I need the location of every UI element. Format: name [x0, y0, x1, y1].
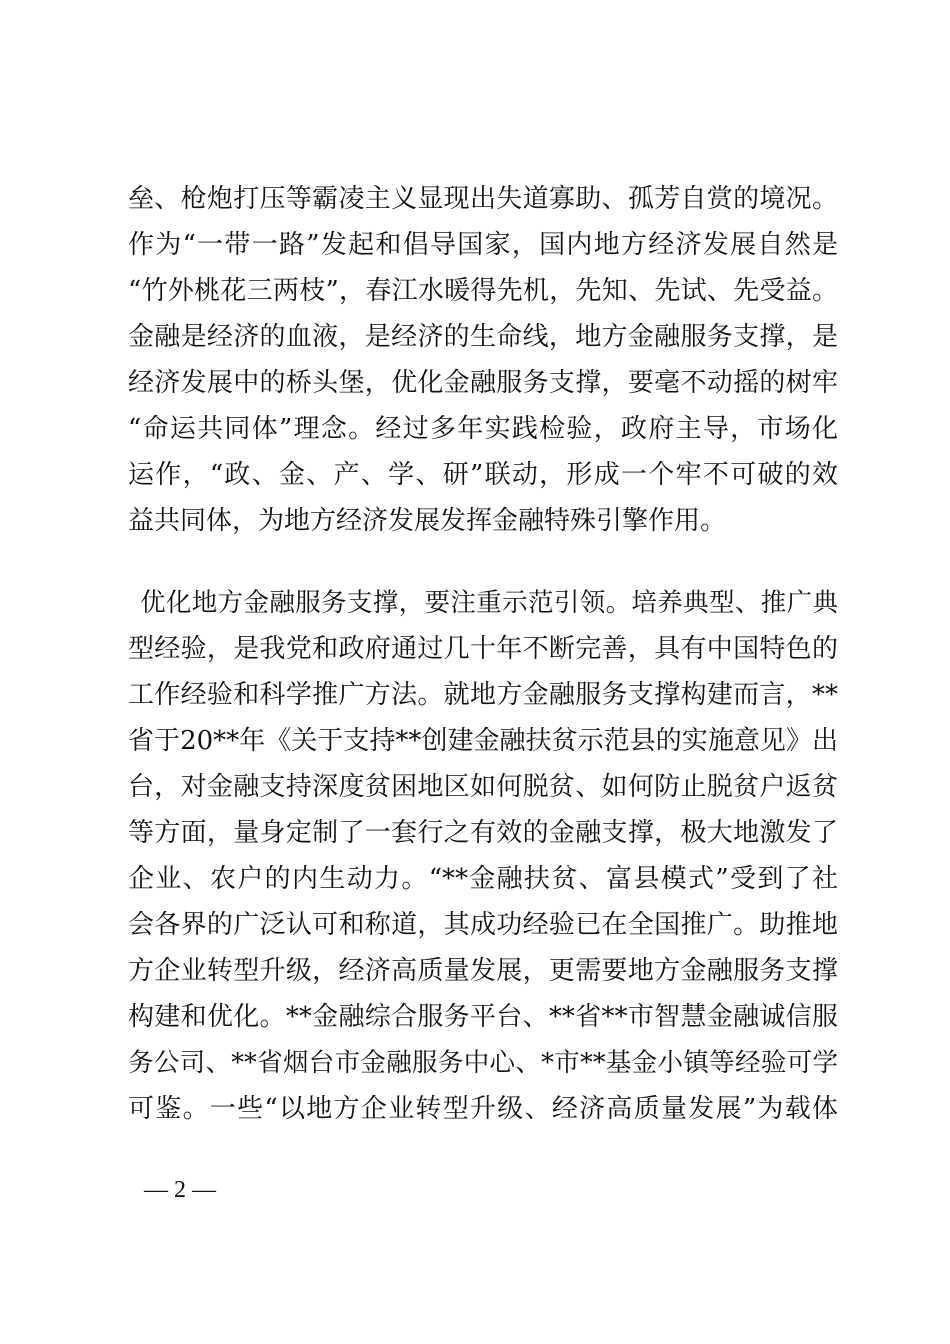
paragraph-line: 运作，“政、金、产、学、研”联动，形成一个牢不可破的效 [128, 460, 838, 490]
paragraph-line: 优化地方金融服务支撑，要注重示范引领。培养典型、推广典 [140, 588, 838, 618]
paragraph-line: 务公司、**省烟台市金融服务中心、*市**基金小镇等经验可学 [128, 1048, 838, 1078]
body-paragraph [128, 580, 838, 1132]
paragraph-line: 构建和优化。**金融综合服务平台、**省**市智慧金融诚信服 [128, 1002, 838, 1032]
body-paragraph [128, 176, 838, 544]
paragraph-line: 经济发展中的桥头堡，优化金融服务支撑，要毫不动摇的树牢 [128, 368, 838, 398]
paragraph-line: 型经验，是我党和政府通过几十年不断完善，具有中国特色的 [128, 634, 838, 664]
paragraph-line: 作为“一带一路”发起和倡导国家，国内地方经济发展自然是 [128, 230, 838, 260]
paragraph-line: 金融是经济的血液，是经济的生命线，地方金融服务支撑，是 [128, 322, 838, 352]
paragraph-line: 会各界的广泛认可和称道，其成功经验已在全国推广。助推地 [128, 910, 838, 940]
paragraph-line: 工作经验和科学推广方法。就地方金融服务支撑构建而言，** [128, 680, 838, 710]
paragraph-line: 方企业转型升级，经济高质量发展，更需要地方金融服务支撑 [128, 956, 838, 986]
paragraph-line: “命运共同体”理念。经过多年实践检验，政府主导，市场化 [128, 414, 838, 444]
paragraph-line: “竹外桃花三两枝”，春江水暖得先机，先知、先试、先受益。 [128, 276, 838, 306]
paragraph-line: 垒、枪炮打压等霸凌主义显现出失道寡助、孤芳自赏的境况。 [128, 184, 838, 214]
paragraph-line: 台，对金融支持深度贫困地区如何脱贫、如何防止脱贫户返贫 [128, 772, 838, 802]
page-number: — 2 — [144, 1177, 216, 1203]
paragraph-line: 可鉴。一些“以地方企业转型升级、经济高质量发展”为载体 [128, 1094, 838, 1124]
paragraph-line: 益共同体，为地方经济发展发挥金融特殊引擎作用。 [128, 506, 727, 536]
paragraph-line: 等方面，量身定制了一套行之有效的金融支撑，极大地激发了 [128, 818, 838, 848]
paragraph-line: 省于20**年《关于支持**创建金融扶贫示范县的实施意见》出 [128, 726, 838, 756]
paragraph-line: 企业、农户的内生动力。“**金融扶贫、富县模式”受到了社 [128, 864, 838, 894]
